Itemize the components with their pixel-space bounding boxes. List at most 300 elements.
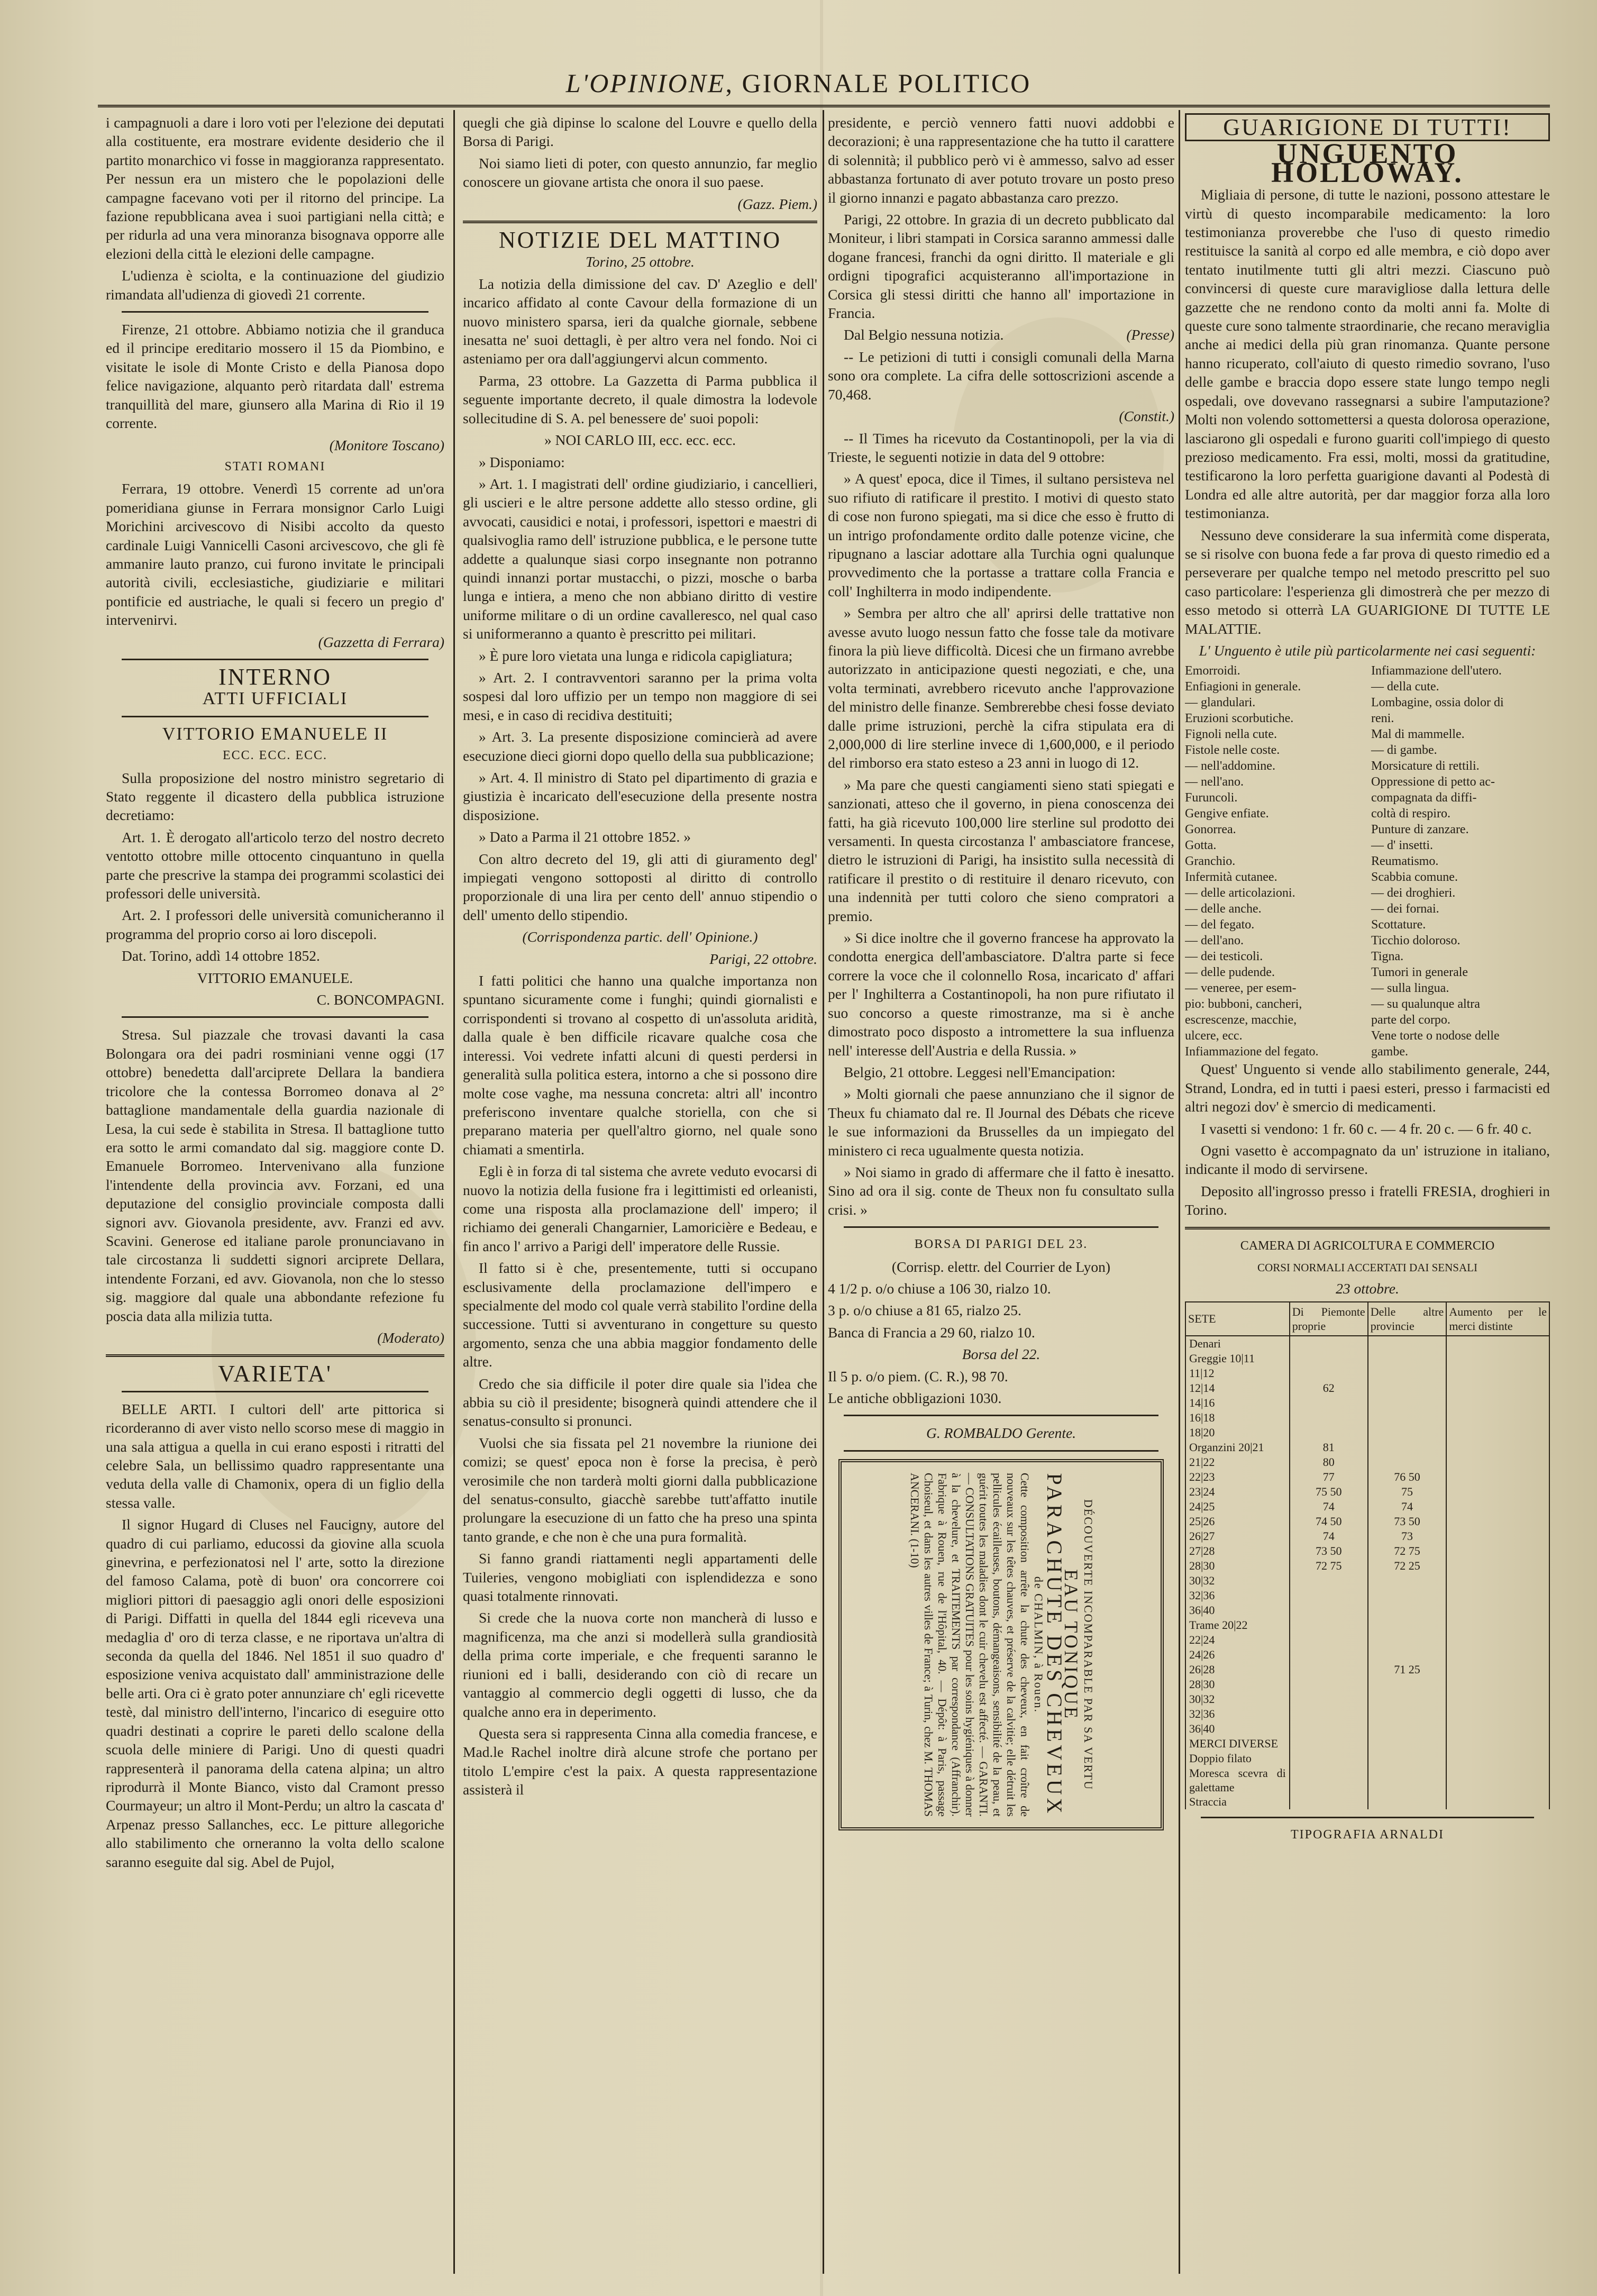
ailment-item: — sulla lingua. <box>1371 981 1449 996</box>
table-cell: 74 50 <box>1290 1514 1368 1529</box>
article-paragraph: Il signor Hugard di Cluses nel Faucigny, autore del quadro di cui parliamo, educossi da giovine alla scuola ginevrina, e perfezionatosi nel l' arte, sotto la direzione del famoso Calama, potè di buon' ora concorrere coi migliori pittori di paesaggio agli onori delle esposizioni di Parigi. Diffatti in quella del 1844 egli riceveva una medaglia d' oro di terza classe, e ne riportava un'altra di seconda da quella del 1846. Nel 1851 il suo quadro d' esposizione veniva acquistato dall' amministrazione delle belle arti. Ora ci è grato poter annunziare ch' egli ricevette testè, dal ministro dell'interno, l'incarico di eseguire otto quadri destinati a coprire le pareti dello scalone della scuola delle miniere di Parigi. Uno di questi quadri rappresenterà il panorama della catena alpina; un altro riprodurrà il Monte Bianco, visto dal Cramont presso Courmayeur; un altro il Mont-Perdu; un altro la cascata d' Arpenaz presso Sallanches, ecc. Le pitture allegoriche allo stabilimento che orneranno la volta dello scalone saranno eseguite dal sig. Abel de Pujol, <box>106 1516 444 1870</box>
table-cell <box>1446 1336 1549 1351</box>
article-paragraph: Stresa. Sul piazzale che trovasi davanti la casa Bolongara ora dei padri rosminiani venne oggi (17 ottobre) benedetta dall'arciprete Dellara la bandiera tricolore che la contessa Borromeo donava al 2° battaglione mandamentale della guardia nazionale di Lesa, la cui sede è stabilita in Stresa. Il battaglione tutto era sotto le armi comandato dal sig. maggiore conte D. Emanuele Borromeo. Intervenivano alla funzione l'intendente della provincia avv. Forzani, ed una deputazione del consiglio provinciale composta dalli signori avv. Giovanola presidente, avv. Franzi ed avv. Scavini. Generose ed italiane parole pronunciavano in tale circostanza li suddetti signori arciprete Dellara, intendente Forzani, ed avv. Giovanola, non che lo stesso sig. maggiore dal quale una abbondante refezione fu poscia data alla milizia tutta. <box>106 1026 444 1324</box>
signature: C. BONCOMPAGNI. <box>316 991 444 1008</box>
table-cell: 74 <box>1290 1529 1368 1544</box>
article-paragraph: BELLE ARTI. I cultori dell' arte pittorica si ricorderanno di aver visto nello scorso mese di maggio in una sala attigua a quella in cui erano esposti i ritratti del celebre Sala, un bellissimo quadro rappresentante una veduta della valle di Chamonix, opera di un figlio della stessa valle. <box>106 1400 444 1511</box>
ailment-item: — delle pudende. <box>1185 965 1275 980</box>
table-row <box>1185 1677 1549 1692</box>
table-row <box>1185 1514 1549 1529</box>
ad-paragraph: Nessuno deve considerare la sua infermità come disperata, se si risolve con buona fede a far prova di questo rimedio ed a perseverare per qualche tempo nel metodo prescritto pel suo caso particolare: l'esperienza gli dimostrerà che per mezzo di esso metodo si otterrà LA GUARIGIONE DI TUTTE LE MALATTIE. <box>1185 526 1550 637</box>
section-heading: STATI ROMANI <box>224 459 326 473</box>
hair-tonic-advertisement <box>838 1459 1164 1830</box>
article-paragraph: Si crede che la nuova corte non mancherà di lusso e magnificenza, ma che anzi si modellerà sulla grandiosità della prima corte imperiale, e che frequenti saranno le riunioni ed i balli, desiderando con ciò di recare un vantaggio al commercio degli oggetti di lusso, che da qualche anno era in deperimento. <box>463 1609 817 1720</box>
ailment-item: parte del corpo. <box>1371 1013 1450 1027</box>
article-paragraph: » Art. 2. I contravventori saranno per la prima volta sospesi dal loro uffizio per un tempo non maggiore di sei mesi, e in caso di recidiva destituiti; <box>463 669 817 723</box>
borsa-heading: BORSA DI PARIGI DEL 23. <box>914 1237 1088 1252</box>
article-paragraph: Art. 1. È derogato all'articolo terzo del nostro decreto ventotto ottobre mille ottocento cinquantuno in quella parte che prescrive la stampa dei programmi scolastici dei professori delle università. <box>106 828 444 902</box>
table-cell <box>1446 1366 1549 1381</box>
table-cell <box>1290 1396 1368 1410</box>
article-paragraph: Con altro decreto del 19, gli atti di giuramento degl' impiegati vengono sottoposti al diritto di controllo proporzionale di una lira per cento dell' annuo stipendio o dell' umento dello stipendio. <box>463 850 817 923</box>
table-cell <box>1290 1766 1368 1794</box>
table-cell <box>1368 1455 1447 1470</box>
dateline: Parigi, 22 ottobre. <box>709 950 817 967</box>
article-paragraph: Belgio, 21 ottobre. Leggesi nell'Emancipation: <box>844 1063 1116 1080</box>
table-cell: Straccia <box>1185 1794 1290 1809</box>
correspondence-note: (Corrispondenza partic. dell' Opinione.) <box>522 928 758 945</box>
table-cell <box>1368 1707 1447 1721</box>
table-cell <box>1446 1677 1549 1692</box>
table-cell <box>1368 1618 1447 1633</box>
ad-paragraph: I vasetti si vendono: 1 fr. 60 c. — 4 fr. 20 c. — 6 fr. 40 c. <box>1201 1120 1532 1137</box>
borsa-line: Il 5 p. o/o piem. (C. R.), 98 70. <box>828 1368 1008 1384</box>
table-cell: 71 25 <box>1368 1662 1447 1677</box>
ailment-item: — dei fornai. <box>1371 902 1439 916</box>
table-header: Di Piemonte proprie <box>1290 1302 1368 1336</box>
article-paragraph: i campagnuoli a dare i loro voti per l'elezione dei deputati alla costituente, era mostrare evidente desiderio che il partito monarchico vi fosse in maggioranza rappresentato. Per nessun era un mistero che le popolazioni delle campagne facevano voti per il ritorno del principe. La fazione repubblicana avea i suoi partigiani nella città; e per ridurla ad una vera minoranza bisognava opporre alle elezioni della città le elezioni delle campagne. <box>106 114 444 262</box>
table-cell: 23|24 <box>1185 1484 1290 1499</box>
table-cell <box>1368 1573 1447 1588</box>
table-cell <box>1290 1588 1368 1603</box>
article-paragraph: » A quest' epoca, dice il Times, il sultano persisteva nel suo rifiuto di ratificare il prestito. I motivi di questo stato di cose non furono spiegati, ma si dice che esso è frutto di un intrigo profondamente ordito dalle potenze vicine, che ripugnano a lasciar adottare alla Turchia ogni qualunque provvedimento che la portasse a trattare colla Francia e coll' Inghilterra in modo indipendente. <box>828 470 1174 599</box>
source-credit: (Monitore Toscano) <box>329 436 444 453</box>
ailment-item: Gotta. <box>1185 839 1217 853</box>
divider <box>122 659 428 660</box>
table-row <box>1185 1425 1549 1440</box>
table-cell: Doppio filato <box>1185 1751 1290 1766</box>
article-paragraph: Firenze, 21 ottobre. Abbiamo notizia che il granduca ed il principe ereditario mossero il 15 da Piombino, e visitate le isole di Monte Cristo e della Pianosa dopo felice navigazione, alquanto però ritardata dall' estrema tranquillità del mare, giunsero alla Marina di Rio il 19 corrente. <box>106 321 444 432</box>
table-row <box>1185 1351 1549 1366</box>
table-row <box>1185 1603 1549 1618</box>
table-row <box>1185 1736 1549 1751</box>
table-cell: 22|23 <box>1185 1470 1290 1484</box>
table-cell <box>1446 1794 1549 1809</box>
table-cell <box>1446 1351 1549 1366</box>
table-subheading: CORSI NORMALI ACCERTATI DAI SENSALI <box>1257 1261 1477 1274</box>
table-cell: 25|26 <box>1185 1514 1290 1529</box>
divider <box>1185 1227 1550 1229</box>
table-cell <box>1446 1544 1549 1559</box>
table-cell: 18|20 <box>1185 1425 1290 1440</box>
masthead-title: L'OPINIONE <box>565 68 726 98</box>
column-rule <box>823 110 824 2274</box>
table-row <box>1185 1336 1549 1351</box>
table-cell <box>1446 1559 1549 1573</box>
table-cell <box>1446 1618 1549 1633</box>
ad-paragraph: Deposito all'ingrosso presso i fratelli FRESIA, droghieri in Torino. <box>1185 1182 1550 1218</box>
table-cell <box>1290 1633 1368 1647</box>
table-header: Delle altre provincie <box>1368 1302 1447 1336</box>
table-row <box>1185 1559 1549 1573</box>
table-cell <box>1446 1470 1549 1484</box>
ailment-list-right <box>1371 663 1550 1060</box>
article-paragraph: Si fanno grandi riattamenti negli appartamenti delle Tuileries, vengono mobigliati con isplendidezza e sono quasi totalmente rinnovati. <box>463 1550 817 1605</box>
table-row <box>1185 1440 1549 1455</box>
table-cell <box>1290 1647 1368 1662</box>
ailment-item: Furuncoli. <box>1185 791 1238 805</box>
source-credit: (Moderato) <box>377 1329 444 1346</box>
silk-price-table <box>1185 1301 1550 1809</box>
divider <box>106 1354 444 1357</box>
table-cell: 36|40 <box>1185 1721 1290 1736</box>
ailment-item: — nell'addomine. <box>1185 759 1275 773</box>
advertisement-text <box>908 1473 1095 1817</box>
ailment-item: Scabbia comune. <box>1371 870 1458 885</box>
ailment-item: Granchio. <box>1185 854 1236 869</box>
table-date: 23 ottobre. <box>1336 1280 1399 1297</box>
table-row <box>1185 1410 1549 1425</box>
table-row <box>1185 1484 1549 1499</box>
table-row <box>1185 1588 1549 1603</box>
table-cell <box>1446 1381 1549 1396</box>
table-cell <box>1446 1662 1549 1677</box>
table-cell <box>1446 1440 1549 1455</box>
table-row <box>1185 1455 1549 1470</box>
article-paragraph: Ferrara, 19 ottobre. Venerdì 15 corrente ad un'ora pomeridiana giunse in Ferrara monsignor Carlo Luigi Morichini arcivescovo di Nisibi accolto da questo cardinale Luigi Vannicelli Casoni arcivescovo, che gli fè ammanire lauto pranzo, cui furono invitate le principali autorità civili, ecclesiastiche, giudiziarie e militari pontificie ed austriache, le quali si fecero un pregio d' intervenirvi. <box>106 480 444 628</box>
table-cell <box>1446 1751 1549 1766</box>
ailment-item: Reumatismo. <box>1371 854 1439 869</box>
table-cell: 28|30 <box>1185 1677 1290 1692</box>
table-cell: 77 <box>1290 1470 1368 1484</box>
table-cell: 26|28 <box>1185 1662 1290 1677</box>
article-paragraph: Il fatto si è che, presentemente, tutti si occupano esclusivamente della proclamazione dell'impero e specialmente del modo col quale verrà stabilito l'ordine della successione. Tutti si avventurano in congetture su questo argomento, senza che una abbia maggior fondamento delle altre. <box>463 1260 817 1370</box>
table-row <box>1185 1499 1549 1514</box>
table-cell <box>1446 1603 1549 1618</box>
ailment-item: Infiammazione del fegato. <box>1185 1045 1319 1059</box>
ailment-item: Morsicature di rettili. <box>1371 759 1480 773</box>
ailment-item: — su qualunque altra <box>1371 997 1480 1012</box>
table-row <box>1185 1766 1549 1794</box>
table-cell: 16|18 <box>1185 1410 1290 1425</box>
ailment-item: Fignoli nella cute. <box>1185 727 1277 742</box>
ailment-item: Enfiagioni in generale. <box>1185 680 1301 694</box>
divider <box>122 716 428 717</box>
article-paragraph: » Sembra per altro che all' aprirsi delle trattative non avesse avuto luogo nessun fatto che fosse tale da motivare finora la più lieve difficoltà. Dicesi che un firmano avrebbe autorizzato in anticipazione questi negoziati, e che, una volta terminati, avrebbero ricevuto anche l'approvazione del ministro delle finanze. Sembrerebbe chesi fosse deviato dalle prime istruzioni, perchè la cifra stipulata era di 2,000,000 di lire sterline invece di 1,600,000, e il periodo del rimborso era stato esteso a 23 anni in luogo di 12. <box>828 605 1174 771</box>
table-cell <box>1368 1633 1447 1647</box>
ailment-list-left <box>1185 663 1364 1060</box>
table-cell <box>1290 1425 1368 1440</box>
article-paragraph: » Dato a Parma il 21 ottobre 1852. » <box>479 828 691 845</box>
decree-heading: » NOI CARLO III, ecc. ecc. ecc. <box>544 432 736 449</box>
table-cell: 14|16 <box>1185 1396 1290 1410</box>
article-paragraph: » È pure loro vietata una lunga e ridicola capigliatura; <box>479 647 793 664</box>
ailment-item: Vene torte o nodose delle <box>1371 1029 1500 1043</box>
ad-title: PARACHUTE DES CHEVEUX <box>1042 1473 1066 1817</box>
table-cell: 24|26 <box>1185 1647 1290 1662</box>
table-row <box>1185 1618 1549 1633</box>
ailment-item: — della cute. <box>1371 680 1439 694</box>
ailment-item: Tumori in generale <box>1371 965 1468 980</box>
divider <box>122 1016 428 1018</box>
table-cell <box>1290 1707 1368 1721</box>
divider <box>844 1226 1158 1228</box>
table-cell <box>1368 1336 1447 1351</box>
article-paragraph: Sulla proposizione del nostro ministro segretario di Stato reggente il dicastero della pubblica istruzione decretiamo: <box>106 769 444 824</box>
table-cell: 24|25 <box>1185 1499 1290 1514</box>
ailment-item: Mal di mammelle. <box>1371 727 1465 742</box>
article-paragraph: L'udienza è sciolta, e la continuazione del giudizio rimandata all'udienza di giovedì 21 corrente. <box>106 267 444 303</box>
table-row <box>1185 1544 1549 1559</box>
ailment-list <box>1185 663 1550 1060</box>
table-cell <box>1446 1707 1549 1721</box>
masthead-subtitle: , GIORNALE POLITICO <box>725 68 1032 98</box>
table-cell <box>1446 1410 1549 1425</box>
table-row <box>1185 1692 1549 1707</box>
ailment-item: — nell'ano. <box>1185 775 1244 789</box>
table-cell: 27|28 <box>1185 1544 1290 1559</box>
table-cell <box>1446 1396 1549 1410</box>
ailment-item: Eruzioni scorbutiche. <box>1185 712 1294 726</box>
signature: VITTORIO EMANUELE. <box>197 969 353 986</box>
ailment-item: Ticchio doloroso. <box>1371 934 1461 948</box>
masthead <box>0 68 1597 98</box>
table-cell <box>1368 1366 1447 1381</box>
table-cell: 74 <box>1368 1499 1447 1514</box>
ailment-item: — d' insetti. <box>1371 839 1433 853</box>
decree-heading: VITTORIO EMANUELE II <box>162 724 388 744</box>
table-cell <box>1368 1588 1447 1603</box>
table-cell <box>1368 1440 1447 1455</box>
table-cell <box>1446 1529 1549 1544</box>
table-cell <box>1368 1647 1447 1662</box>
table-cell: 75 <box>1368 1484 1447 1499</box>
table-cell: Denari <box>1185 1336 1290 1351</box>
table-row <box>1185 1647 1549 1662</box>
table-row <box>1185 1396 1549 1410</box>
column-4 <box>1185 113 1550 2235</box>
article-paragraph: presidente, e perciò vennero fatti nuovi addobbi e decorazioni; è una rappresentazione che ha tutto il carattere di solennità; il pubblico però vi è ammesso, salvo ad esser abbastanza fortunato di aver potuto trovare un posto preso il giorno innanzi e pagato abbastanza caro prezzo. <box>828 114 1174 206</box>
table-cell: 26|27 <box>1185 1529 1290 1544</box>
gerente-signature: G. ROMBALDO Gerente. <box>926 1425 1076 1442</box>
table-row <box>1185 1751 1549 1766</box>
table-cell <box>1290 1721 1368 1736</box>
table-cell <box>1368 1425 1447 1440</box>
article-paragraph <box>828 325 1174 344</box>
article-paragraph: » Art. 1. I magistrati dell' ordine giudiziario, i cancellieri, gli uscieri e le altre persone addette allo stesso ordine, gli avvocati, causidici e notai, i professori, ispettori e maestri di qualsivoglia ramo dell' istruzione pubblica, e le persone tutte addette a qualunque siasi corpo insegnante non potranno quindi innanzi portar mustacchi, o pizzi, mosche o barba lunga e intiera, a meno che non abbiano diritto di vestire uniforme militare o di un ordine cavalleresco, nel qual caso si uniformeranno a quanto è prescritto pei militari. <box>463 475 817 642</box>
table-cell <box>1290 1692 1368 1707</box>
table-cell: 22|24 <box>1185 1633 1290 1647</box>
table-cell: 36|40 <box>1185 1603 1290 1618</box>
table-cell <box>1368 1381 1447 1396</box>
divider <box>1201 1817 1534 1818</box>
table-cell <box>1290 1410 1368 1425</box>
table-cell <box>1290 1603 1368 1618</box>
table-cell <box>1290 1662 1368 1677</box>
ad-line: DÉCOUVERTE INCOMPARABLE PAR SA VERTU <box>1081 1499 1095 1790</box>
ailment-item: — dei droghieri. <box>1371 886 1456 900</box>
table-cell <box>1368 1692 1447 1707</box>
table-cell: 32|36 <box>1185 1707 1290 1721</box>
table-cell <box>1368 1410 1447 1425</box>
ad-line: de CHALMIN, à Rouen. <box>1032 1576 1045 1713</box>
ailment-item: Fistole nelle coste. <box>1185 743 1280 758</box>
table-cell <box>1290 1336 1368 1351</box>
article-paragraph: Questa sera si rappresenta Cinna alla comedia francese, e Mad.le Rachel inoltre dirà alcune strofe che portano per titolo L'empire c'est la paix. A questa rappresentazione assisterà il <box>463 1725 817 1798</box>
table-cell <box>1368 1677 1447 1692</box>
section-heading-interno: INTERNO <box>218 663 332 690</box>
article-paragraph: Dat. Torino, addì 14 ottobre 1852. <box>122 947 320 964</box>
table-cell <box>1446 1721 1549 1736</box>
article-paragraph: La notizia della dimissione del cav. D' Azeglio e dell' incarico affidato al conte Cavour della formazione di un nuovo ministero sparsa, ieri da qualche giornale, sebbene inesatta ne' suoi dettagli, è per altro vera nel fondo. Noi ci asteniamo per ora dall'aggiungervi alcun commento. <box>463 275 817 367</box>
table-cell: 75 50 <box>1290 1484 1368 1499</box>
decree-subheading: ECC. ECC. ECC. <box>222 749 328 763</box>
ailment-item: Oppressione di petto ac- <box>1371 775 1495 789</box>
column-3 <box>828 113 1174 2235</box>
table-cell: 72 75 <box>1290 1559 1368 1573</box>
table-cell <box>1446 1633 1549 1647</box>
ailment-item: Punture di zanzare. <box>1371 823 1469 837</box>
article-paragraph: Noi siamo lieti di poter, con questo annunzio, far meglio conoscere un giovane artista che onora il suo paese. <box>463 154 817 190</box>
section-heading-varieta: VARIETA' <box>218 1361 332 1387</box>
table-cell <box>1290 1366 1368 1381</box>
table-cell <box>1446 1455 1549 1470</box>
table-cell: MERCI DIVERSE <box>1185 1736 1290 1751</box>
table-cell: 74 <box>1290 1499 1368 1514</box>
ailment-item: reni. <box>1371 712 1394 726</box>
ailment-item: Tigna. <box>1371 950 1404 964</box>
ailment-item: — dell'ano. <box>1185 934 1244 948</box>
table-cell <box>1290 1618 1368 1633</box>
table-cell: 80 <box>1290 1455 1368 1470</box>
table-cell: 73 50 <box>1368 1514 1447 1529</box>
printer-credit: TIPOGRAFIA ARNALDI <box>1290 1827 1444 1842</box>
table-heading: CAMERA DI AGRICOLTURA E COMMERCIO <box>1240 1238 1495 1253</box>
article-paragraph: Vuolsi che sia fissata pel 21 novembre la riunione dei comizi; se quest' epoca non è forse la precisa, è però verosimile che non tarderà molti giorni dalla pubblicazione del senatus-consulto, giacchè sarebbe tutt'affatto inutile prolungare la esecuzione di un fatto che ha preso una spinta tanto grande, e che non è che una pura formalità. <box>463 1434 817 1545</box>
ailment-item: coltà di respiro. <box>1371 807 1450 821</box>
table-row <box>1185 1366 1549 1381</box>
divider <box>122 311 428 313</box>
table-cell: 30|32 <box>1185 1692 1290 1707</box>
article-paragraph: » Si dice inoltre che il governo francese ha approvato la condotta energica dell'ambasciatore. D'altra parte si fece correre la voce che il colonnello Rosa, incaricato d' affari per l' Inghilterra a Costantinopoli, ha non pure rifiutato il suo concorso a queste rimostranze, ma si è anche dimostrato poco disposto a intromettere la sua influenza nell' interesse dell'Austria e della Russia. » <box>828 930 1174 1059</box>
table-cell: 11|12 <box>1185 1366 1290 1381</box>
table-cell: 72 75 <box>1368 1544 1447 1559</box>
table-row <box>1185 1633 1549 1647</box>
table-row <box>1185 1662 1549 1677</box>
table-cell <box>1446 1647 1549 1662</box>
table-cell: Trame 20|22 <box>1185 1618 1290 1633</box>
table-cell <box>1290 1573 1368 1588</box>
table-cell <box>1290 1794 1368 1809</box>
ailment-item: — glandulari. <box>1185 696 1256 710</box>
table-cell: 73 <box>1368 1529 1447 1544</box>
table-cell: 81 <box>1290 1440 1368 1455</box>
table-cell <box>1446 1484 1549 1499</box>
ad-heading: GUARIGIONE DI TUTTI! <box>1185 113 1550 141</box>
table-cell: 73 50 <box>1290 1544 1368 1559</box>
table-cell: Organzini 20|21 <box>1185 1440 1290 1455</box>
article-paragraph: -- Le petizioni di tutti i consigli comunali della Marna sono ora complete. La cifra delle sottoscrizioni ascende a 70,468. <box>828 348 1174 403</box>
table-cell <box>1446 1425 1549 1440</box>
article-paragraph: -- Il Times ha ricevuto da Costantinopoli, per la via di Trieste, le seguenti notizie in data del 9 ottobre: <box>828 430 1174 465</box>
ad-paragraph: Quest' Unguento si vende allo stabilimento generale, 244, Strand, Londra, ed in tutti i paesi esteri, presso i farmacisti ed altri negozi dov' è smercio di medicamenti. <box>1185 1061 1550 1115</box>
article-paragraph: I fatti politici che hanno una qualche importanza non spuntano sicuramente come i funghi; quindi giornalisti e corrispondenti si trovano al cospetto di un'assoluta aridità, dalla quale è ben difficile ricavare qualche cosa che interessi. Voi vedrete infatti alcuni di questi perdersi in generalità sulla politica estera, intorno a che si possono dire molte cose vaghe, ma nessuna concreta: altri all' incontro preferiscono inventare qualche storiella, con che si preparano materia per quell'altro giorno, nel quale sono chiamati a smentirla. <box>463 972 817 1158</box>
article-paragraph: Parma, 23 ottobre. La Gazzetta di Parma pubblica il seguente importante decreto, il quale dimostra la lodevole sollecitudine di S. A. pel benessere de' suoi popoli: <box>463 372 817 426</box>
table-header: Aumento per le merci distinte <box>1446 1302 1549 1336</box>
ailment-item: — delle articolazioni. <box>1185 886 1295 900</box>
table-cell: Moresca scevra di galettame <box>1185 1766 1290 1794</box>
column-2 <box>463 113 817 2235</box>
article-paragraph: quegli che già dipinse lo scalone del Louvre e quello della Borsa di Parigi. <box>463 114 817 150</box>
table-cell <box>1368 1751 1447 1766</box>
source-credit: (Constit.) <box>1119 408 1174 425</box>
ailment-item: Emorroidi. <box>1185 664 1240 678</box>
article-paragraph: Parigi, 22 ottobre. In grazia di un decreto pubblicato dal Moniteur, i libri stampati in Corsica saranno ammessi dalle dogane francesi, franchi da ogni diritto. Il materiale e gli ordigni tipografici acquisteranno all'importazione in Corsica gli stessi diritti che hanno all' importazione in Francia. <box>828 211 1174 322</box>
table-row <box>1185 1529 1549 1544</box>
source-credit: (Gazz. Piem.) <box>737 195 817 212</box>
ailment-item: — del fegato. <box>1185 918 1255 932</box>
borsa-note: (Corrisp. elettr. del Courrier de Lyon) <box>891 1258 1111 1275</box>
table-cell: 21|22 <box>1185 1455 1290 1470</box>
article-paragraph: » Molti giornali che paese annunziano che il signor de Theux fu chiamato dal re. Il Journal des Débats che riceve le sue informazioni da Brusselles da un impiegato del ministero ci reca ugualmente questa notizia. <box>828 1086 1174 1159</box>
article-paragraph: » Noi siamo in grado di affermare che il fatto è inesatto. Sino ad ora il sig. conte de Theux non fu consultato sulla crisi. » <box>828 1163 1174 1218</box>
ailment-item: ulcere, ecc. <box>1185 1029 1243 1043</box>
table-cell: 62 <box>1290 1381 1368 1396</box>
ailment-item: Lombagine, ossia dolor di <box>1371 696 1504 710</box>
dateline: Torino, 25 ottobre. <box>586 253 695 270</box>
article-paragraph: » Art. 4. Il ministro di Stato pel dipartimento di grazia e giustizia è incaricato dell'esecuzione della presente nostra disposizione. <box>463 769 817 823</box>
ad-body: Cette composition arrête la chute des cheveux, en fait croître de nouveaux sur les têtes chauves, et préserve de la calvitie; elle détruit les pellicules écailleuses, boutons, démangeaisons, sensibilité de la peau, et guérit toutes les maladies dont le cuir chevelu est affecté. — GARANTI. — CONSULTATIONS GRATUITES pour les soins hygiéniques à donner à la chevelure, et TRAITEMENTS par correspondance (Affranchir). Fabrique à Rouen, rue de l'Hôpital, 40. — Dépôt: à Paris, passage Choiseul, et dans les autres villes de France; à Turin, chez M. THOMAS ANCERANI. (1-10) <box>908 1472 1032 1817</box>
borsa-line: 4 1/2 p. o/o chiuse a 106 30, rialzo 10. <box>828 1280 1051 1297</box>
ailment-item: — dei testicoli. <box>1185 950 1263 964</box>
ailment-item: — di gambe. <box>1371 743 1437 758</box>
masthead-rule <box>98 105 1550 107</box>
table-row <box>1185 1721 1549 1736</box>
table-cell <box>1290 1677 1368 1692</box>
table-cell <box>1446 1692 1549 1707</box>
article-paragraph: Art. 2. I professori delle università comunicheranno il programma del proprio corso ai loro discepoli. <box>106 907 444 942</box>
article-paragraph: » Ma pare che questi cangiamenti sieno stati spiegati e sanzionati, atteso che il governo, in piena conoscenza dei fatti, ha già ricevuto 100,000 lire sterline sul prodotto dei versamenti. In questa circostanza l' ambasciatore francese, dietro le istruzioni di Parigi, ha insistito sulla necessità di ratificare il prestito o di restituire il denaro ricevuto, con una indennità per tutti coloro che sieno compratori a premio. <box>828 776 1174 924</box>
table-header: SETE <box>1185 1302 1290 1336</box>
ailment-item: Scottature. <box>1371 918 1426 932</box>
source-credit: (Gazzetta di Ferrara) <box>318 633 444 650</box>
ailment-item: Gengive enfiate. <box>1185 807 1269 821</box>
article-paragraph: Egli è in forza di tal sistema che avrete veduto evocarsi di nuovo la notizia della fusione fra i legittimisti ed orleanisti, come una risposta alla proclamazione dell' impero; il richiamo dei generali Changarnier, Lamoricière e Bedeau, e fin anco l' arrivo a Parigi dell' imperatore delle Russie. <box>463 1163 817 1254</box>
divider <box>122 1391 428 1392</box>
borsa-line: Banca di Francia a 29 60, rialzo 10. <box>828 1324 1035 1341</box>
divider <box>463 221 817 223</box>
article-paragraph: » Art. 3. La presente disposizione comincierà ad avere esecuzione dieci giorni dopo quello della sua pubblicazione; <box>463 728 817 764</box>
section-heading-atti: ATTI UFFICIALI <box>202 689 348 709</box>
table-cell <box>1368 1351 1447 1366</box>
ad-paragraph: Ogni vasetto è accompagnato da un' istruzione in italiano, indicante il modo di servirsene. <box>1185 1142 1550 1178</box>
ad-paragraph: Migliaia di persone, di tutte le nazioni, possono attestare le virtù di questo incomparabile medicamento: la loro testimonianza proverebbe che l'uso di questo rimedio restituisce la sanità al corpo ed alle membra, e ciò dopo aver tentato inutilmente tutti gli altri mezzi. Ciascuno può convincersi di queste cure maravigliose dalla lettura delle gazzette che ne rendono conto da molti anni fa. Molte di queste cure sono talmente straordinarie, che recano meraviglia anche ai medici della più gran rinomanza. Quante persone hanno ricuperato, coll'aiuto di questo rimedio sovrano, l'uso delle gambe e braccia dopo essere state lungo tempo negli ospedali, ove dovevano rassegnarsi a subire l'amputazione? Molti non volendo sottomettersi a questa dolorosa operazione, lasciarono gli ospedali e furono guariti coll'impiego di questo prezioso medicamento. Fra essi, molti, mossi da gratitudine, testificarono la loro perfetta guarigione davanti al Podestà di Londra ed alle altre autorità, per dar maggior forza alla loro testimonianza. <box>1185 186 1550 522</box>
table-cell: Greggie 10|11 <box>1185 1351 1290 1366</box>
table-cell <box>1368 1396 1447 1410</box>
ailment-item: escrescenze, macchie, <box>1185 1013 1297 1027</box>
table-cell <box>1290 1736 1368 1751</box>
table-cell: 76 50 <box>1368 1470 1447 1484</box>
ailment-item: pio: bubboni, cancheri, <box>1185 997 1302 1012</box>
ad-subheading: L' Unguento è utile più particolarmente nei casi seguenti: <box>1199 642 1536 659</box>
borsa-line: Le antiche obbligazioni 1030. <box>828 1390 1002 1406</box>
table-cell: 28|30 <box>1185 1559 1290 1573</box>
ailment-item: Infiammazione dell'utero. <box>1371 664 1502 678</box>
article-paragraph: Credo che sia difficile il poter dire quale sia l'idea che abbia su ciò il presidente; bisognerà quindi attendere che il senatus-consulto si pronunci. <box>463 1375 817 1429</box>
table-cell <box>1446 1514 1549 1529</box>
borsa-line: 3 p. o/o chiuse a 81 65, rialzo 25. <box>828 1302 1021 1319</box>
ad-title: UNGUENTO HOLLOWAY. <box>1271 138 1464 188</box>
table-cell <box>1446 1499 1549 1514</box>
table-cell <box>1368 1603 1447 1618</box>
source-credit: (Presse) <box>1126 326 1174 343</box>
table-cell <box>1446 1588 1549 1603</box>
table-row <box>1185 1470 1549 1484</box>
ad-title: EAU TONIQUE <box>1060 1569 1082 1720</box>
table-cell: 30|32 <box>1185 1573 1290 1588</box>
ailment-item: — veneree, per esem- <box>1185 981 1297 996</box>
table-cell <box>1368 1736 1447 1751</box>
table-cell: 32|36 <box>1185 1588 1290 1603</box>
